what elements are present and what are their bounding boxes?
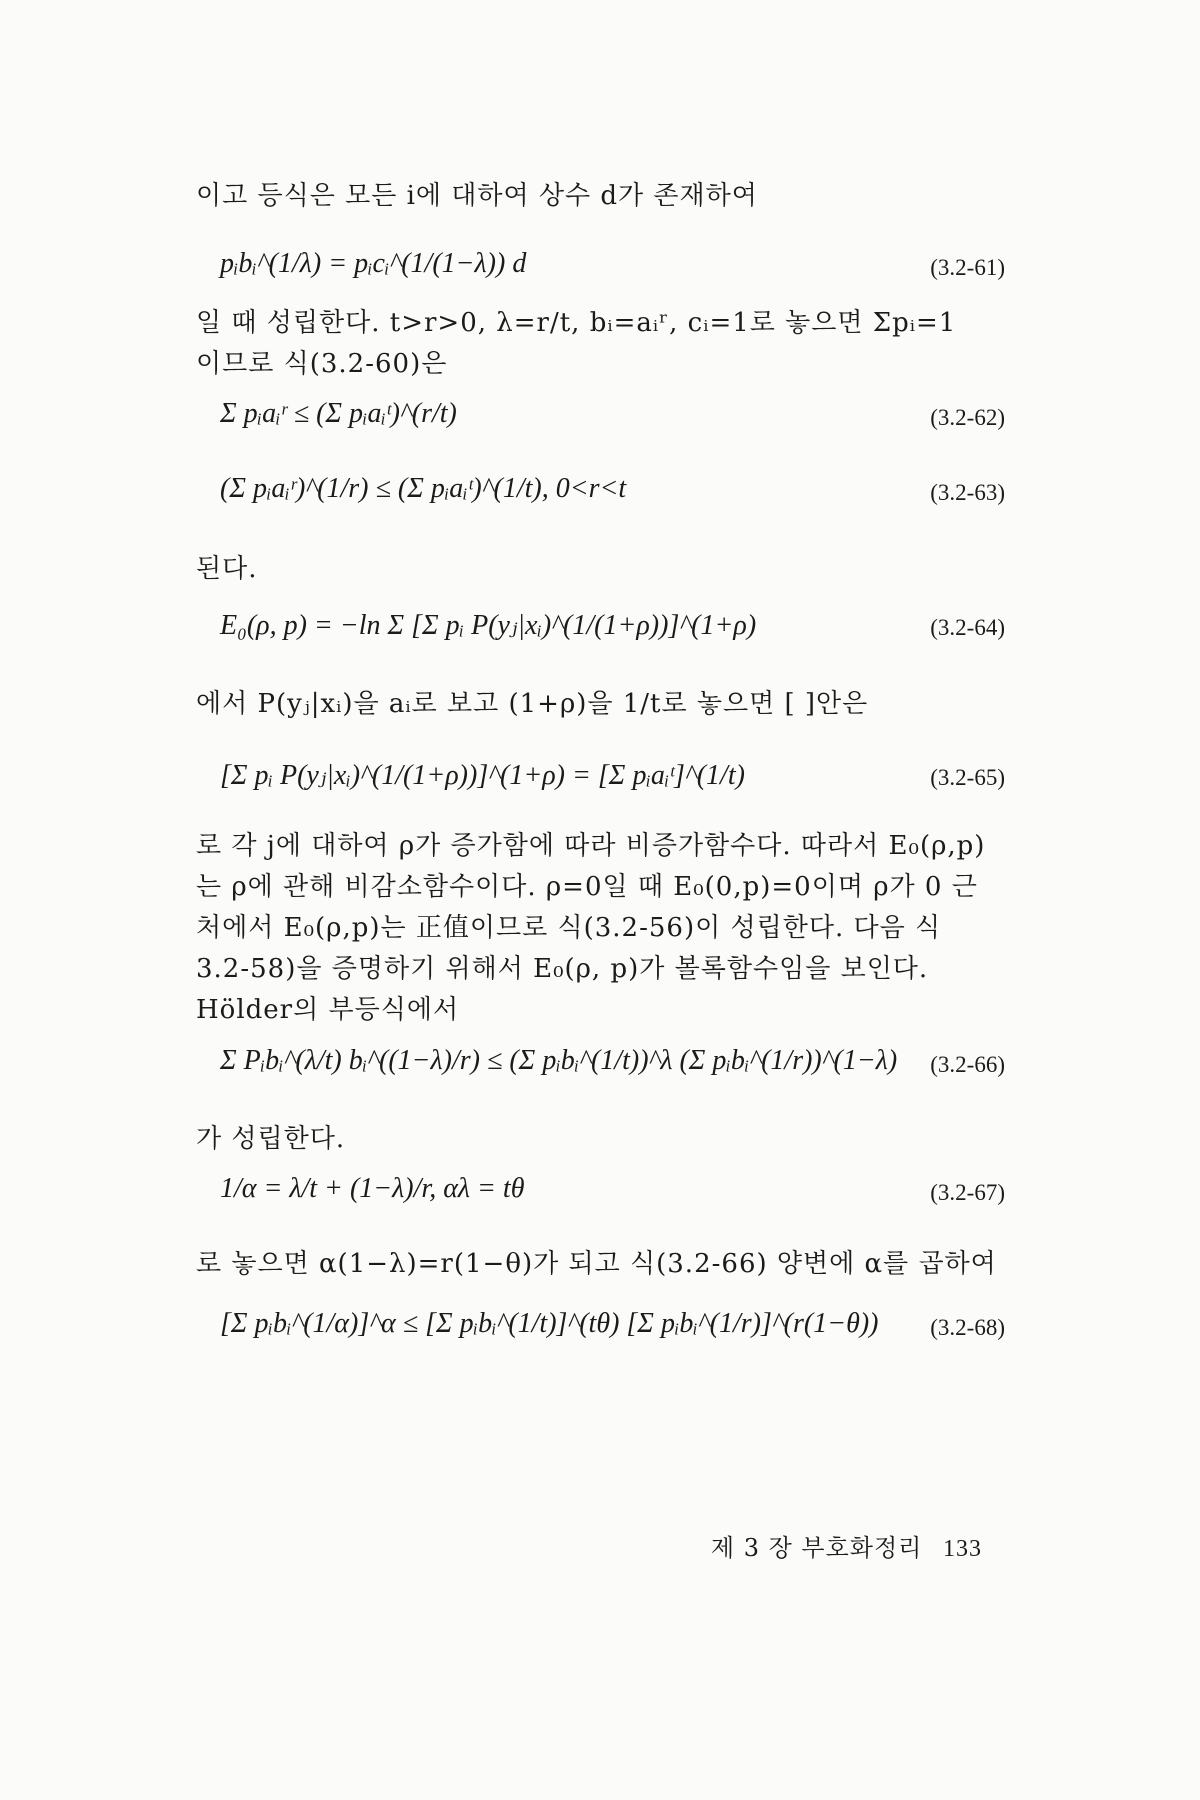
equation-number: (3.2-68): [930, 1315, 1005, 1340]
text-line: 이므로 식(3.2-60)은: [196, 349, 448, 379]
text-line: 된다.: [196, 554, 258, 584]
text-line: 는 ρ에 관해 비감소함수이다. ρ=0일 때 E₀(0,p)=0이며 ρ가 0 근: [196, 872, 978, 902]
equation-number: (3.2-65): [930, 765, 1005, 790]
equation: Σ Pᵢbᵢ^(λ/t) bᵢ^((1−λ)/r) ≤ (Σ pᵢbᵢ^(1/t))^λ (Σ pᵢbᵢ^(1/r))^(1−λ): [220, 1045, 898, 1076]
equation: pᵢbᵢ^(1/λ) = pᵢcᵢ^(1/(1−λ)) d: [220, 248, 527, 279]
equation: [Σ pᵢbᵢ^(1/α)]^α ≤ [Σ pᵢbᵢ^(1/t)]^(tθ) [Σ pᵢbᵢ^(1/r)]^(r(1−θ)): [220, 1308, 879, 1339]
chapter-title: 제 3 장 부호화정리: [710, 1534, 923, 1562]
equation-number: (3.2-67): [930, 1180, 1005, 1205]
equation-number: (3.2-61): [930, 255, 1005, 280]
equation: E₀(ρ, p) = −ln Σ [Σ pᵢ P(yⱼ|xᵢ)^(1/(1+ρ))]^(1+ρ): [220, 610, 757, 641]
equation-number: (3.2-63): [930, 480, 1005, 505]
page-number: 133: [943, 1536, 982, 1562]
text-line: 에서 P(yⱼ|xᵢ)을 aᵢ로 보고 (1+ρ)을 1/t로 놓으면 [ ]안은: [196, 689, 869, 719]
text-line: 가 성립한다.: [196, 1124, 346, 1154]
equation-number: (3.2-64): [930, 615, 1005, 640]
text-line: 이고 등식은 모든 i에 대하여 상수 d가 존재하여: [196, 181, 758, 211]
text-line: Hölder의 부등식에서: [196, 995, 460, 1025]
text-line: 3.2-58)을 증명하기 위해서 E₀(ρ, p)가 볼록함수임을 보인다.: [196, 954, 929, 984]
page-footer: [711, 1528, 982, 1563]
equation-number: (3.2-66): [930, 1052, 1005, 1077]
text-line: 처에서 E₀(ρ,p)는 正值이므로 식(3.2-56)이 성립한다. 다음 식: [196, 913, 942, 943]
equation: [Σ pᵢ P(yⱼ|xᵢ)^(1/(1+ρ))]^(1+ρ) = [Σ pᵢaᵢᵗ]^(1/t): [220, 760, 745, 791]
text-line: 일 때 성립한다. t>r>0, λ=r/t, bᵢ=aᵢʳ, cᵢ=1로 놓으면 Σpᵢ=1: [196, 308, 957, 338]
equation: (Σ pᵢaᵢʳ)^(1/r) ≤ (Σ pᵢaᵢᵗ)^(1/t), 0<r<t: [220, 473, 627, 504]
text-line: 로 놓으면 α(1−λ)=r(1−θ)가 되고 식(3.2-66) 양변에 α를 곱하여: [196, 1249, 997, 1279]
equation-number: (3.2-62): [930, 405, 1005, 430]
equation: Σ pᵢaᵢʳ ≤ (Σ pᵢaᵢᵗ)^(r/t): [220, 398, 457, 429]
text-line: 로 각 j에 대하여 ρ가 증가함에 따라 비증가함수다. 따라서 E₀(ρ,p): [196, 831, 986, 861]
equation: 1/α = λ/t + (1−λ)/r, αλ = tθ: [220, 1173, 525, 1204]
